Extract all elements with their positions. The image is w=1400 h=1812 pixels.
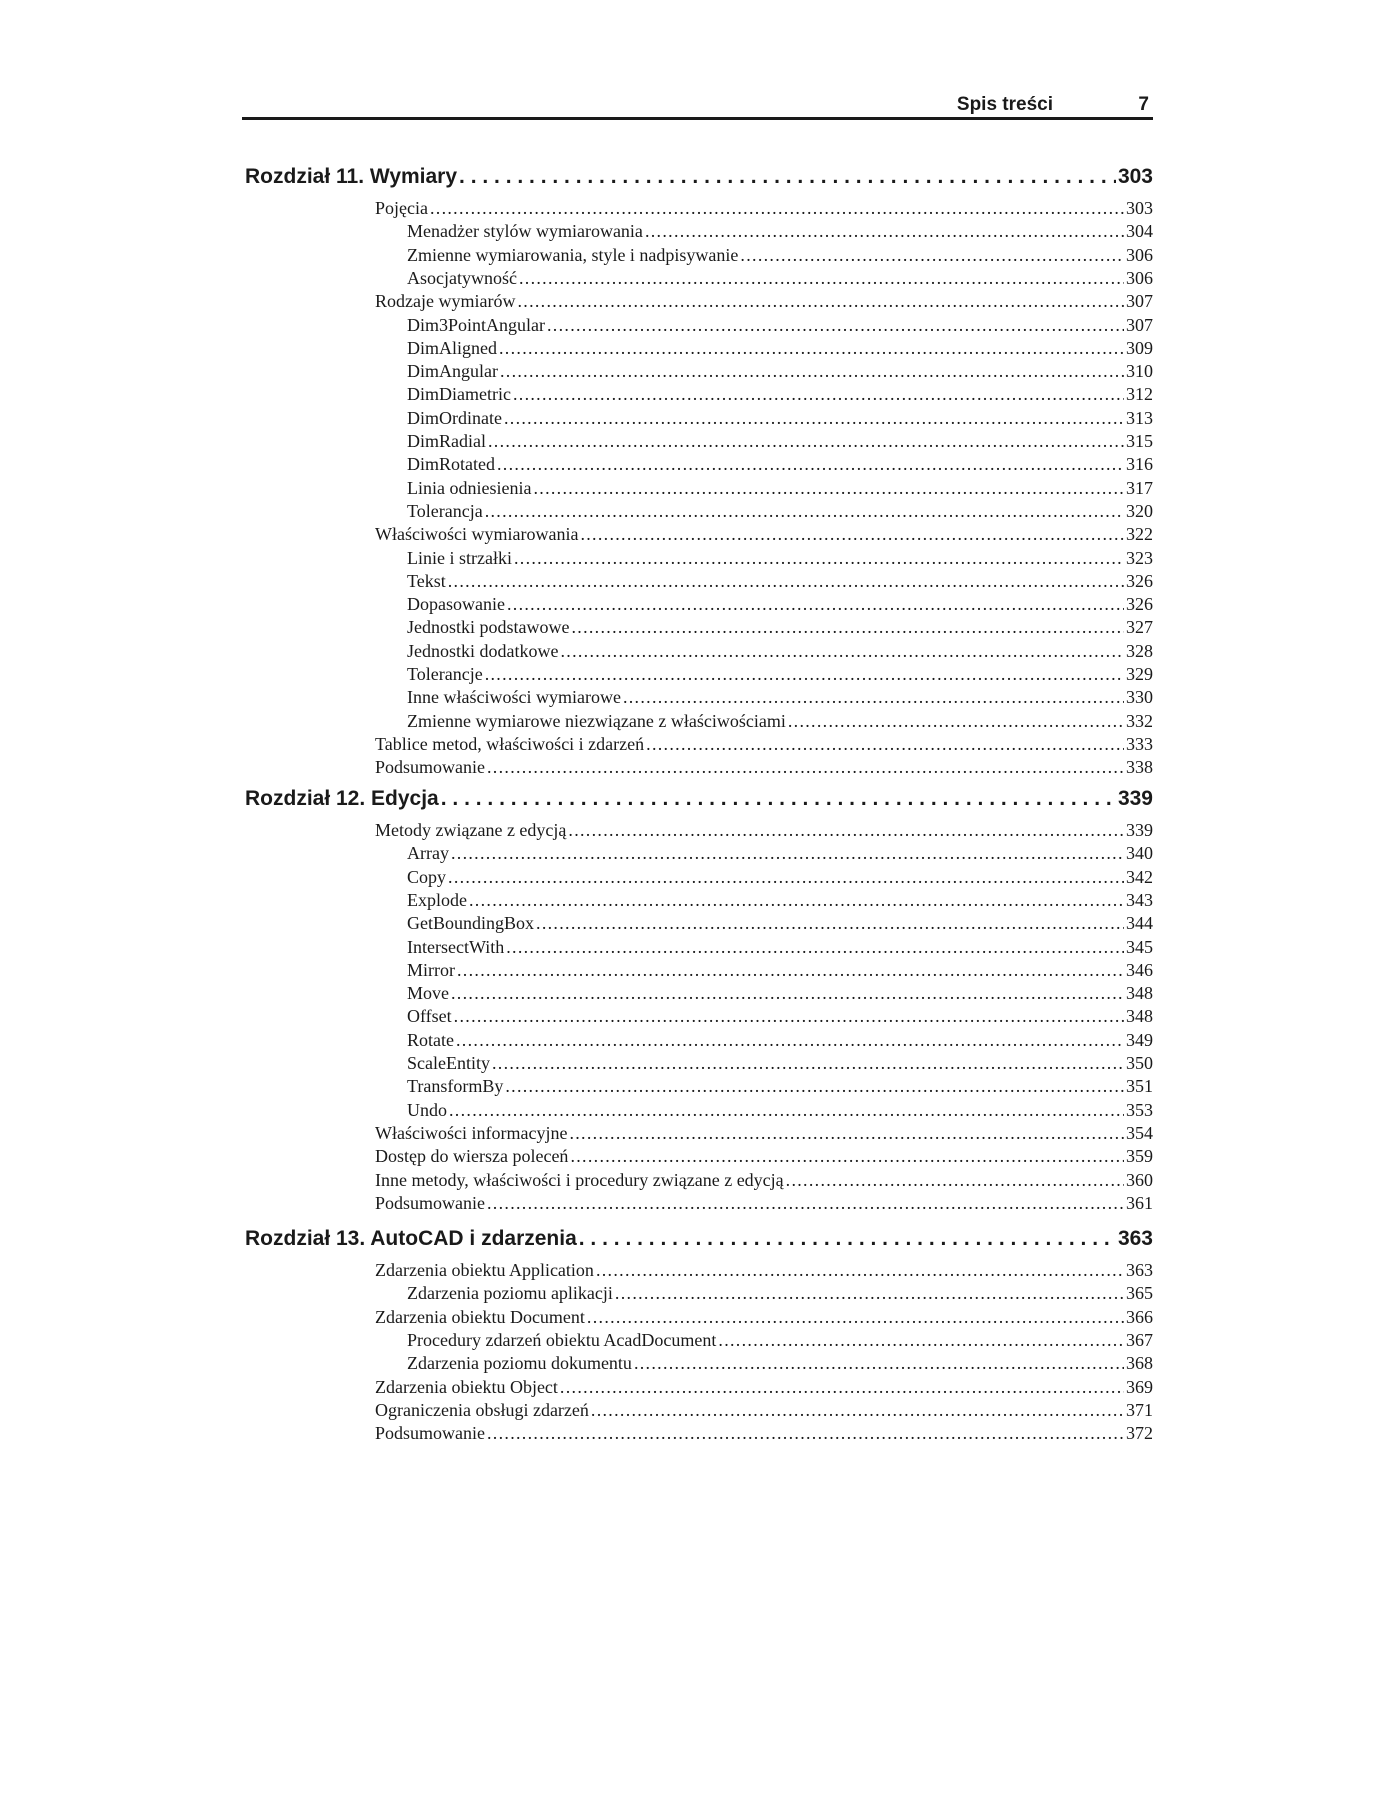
toc-section: [375, 819, 1153, 842]
dot-leader: [441, 784, 1116, 814]
dot-leader: [507, 593, 1124, 616]
toc-subsection-page-number: 323: [1126, 547, 1153, 568]
toc-subsection-page-number: 317: [1126, 477, 1153, 498]
toc-subsection: [407, 1005, 1153, 1028]
toc-subsection-label: ScaleEntity: [407, 1053, 490, 1073]
toc-subsection-page-number: 365: [1126, 1283, 1153, 1304]
chapter-heading-label: Rozdział 12. Edycja: [245, 787, 439, 810]
dot-leader: [569, 1122, 1124, 1145]
toc-subsection: [407, 407, 1153, 430]
toc-section-page-number: 369: [1126, 1376, 1153, 1397]
toc-subsection: [407, 1329, 1153, 1352]
toc-subsection-page-number: 345: [1126, 936, 1153, 957]
dot-leader: [513, 383, 1124, 406]
toc-subsection-label: TransformBy: [407, 1076, 504, 1097]
toc-subsection-page-number: 329: [1126, 664, 1153, 684]
dot-leader: [580, 523, 1124, 546]
chapter-heading-label: Rozdział 11. Wymiary: [245, 165, 458, 188]
dot-leader: [469, 889, 1124, 912]
toc-subsection-label: Procedury zdarzeń obiektu AcadDocument: [407, 1329, 717, 1350]
toc-subsection: [407, 570, 1153, 593]
toc-subsection-label: DimRotated: [407, 454, 495, 475]
dot-leader: [459, 162, 1116, 192]
toc-section-label: Zdarzenia obiektu Application: [375, 1260, 594, 1280]
header-rule: [242, 117, 1153, 120]
toc-subsection-page-number: 343: [1126, 889, 1153, 910]
chapter-heading-page-number: 363: [1117, 1227, 1153, 1250]
toc-subsection: [407, 477, 1153, 500]
toc-section-page-number: 372: [1126, 1423, 1153, 1444]
toc-subsection-label: DimRadial: [407, 431, 486, 451]
toc-section-label: Metody związane z edycją: [375, 820, 567, 840]
toc-section-page-number: 371: [1126, 1399, 1153, 1420]
dot-leader: [570, 1145, 1124, 1168]
dot-leader: [596, 1259, 1124, 1282]
toc-section: [375, 523, 1153, 546]
toc-subsection-page-number: 353: [1126, 1099, 1153, 1120]
toc-subsection-page-number: 348: [1126, 1006, 1153, 1027]
toc-subsection: [407, 1099, 1153, 1122]
dot-leader: [591, 1399, 1124, 1422]
toc-subsection: [407, 889, 1153, 912]
toc-subsection-label: Linie i strzałki: [407, 547, 512, 568]
toc-section-page-number: 359: [1126, 1146, 1153, 1167]
toc-subsection-page-number: 327: [1126, 617, 1153, 638]
toc-subsection-page-number: 309: [1126, 337, 1153, 358]
toc-subsection-label: Dim3PointAngular: [407, 314, 545, 335]
dot-leader: [499, 337, 1124, 360]
toc-section: [375, 1192, 1153, 1215]
toc-subsection: [407, 267, 1153, 290]
toc-section-label: Rodzaje wymiarów: [375, 291, 516, 312]
toc-section-label: Podsumowanie: [375, 757, 485, 778]
toc-subsection: [407, 383, 1153, 406]
dot-leader: [718, 1329, 1124, 1352]
toc-subsection: [407, 500, 1153, 523]
toc-subsection: [407, 616, 1153, 639]
toc-section-page-number: 366: [1126, 1306, 1153, 1327]
dot-leader: [485, 663, 1124, 686]
dot-leader: [634, 1352, 1124, 1375]
dot-leader: [517, 290, 1124, 313]
toc-subsection-page-number: 368: [1126, 1353, 1153, 1374]
dot-leader: [497, 453, 1124, 476]
dot-leader: [547, 314, 1124, 337]
dot-leader: [451, 842, 1124, 865]
toc-subsection: [407, 936, 1153, 959]
toc-subsection-page-number: 330: [1126, 687, 1153, 708]
toc-subsection-page-number: 342: [1126, 866, 1153, 887]
toc-subsection: [407, 337, 1153, 360]
dot-leader: [488, 430, 1124, 453]
toc-subsection-label: Menadżer stylów wymiarowania: [407, 221, 643, 242]
toc-section-page-number: 303: [1126, 198, 1153, 218]
dot-leader: [587, 1306, 1124, 1329]
toc-subsection-page-number: 313: [1126, 407, 1153, 428]
toc-subsection: [407, 1052, 1153, 1075]
toc-section: [375, 197, 1153, 220]
toc-subsection-page-number: 307: [1126, 314, 1153, 335]
chapter-heading: [245, 1224, 1153, 1254]
dot-leader: [485, 500, 1124, 523]
toc-subsection-page-number: 326: [1126, 594, 1153, 615]
toc-subsection-label: Jednostki dodatkowe: [407, 640, 559, 661]
toc-subsection-label: Copy: [407, 866, 447, 887]
toc-subsection-label: Array: [407, 843, 449, 864]
toc-section-page-number: 361: [1126, 1192, 1153, 1213]
dot-leader: [646, 733, 1124, 756]
toc-subsection: [407, 1075, 1153, 1098]
toc-section-page-number: 354: [1126, 1122, 1153, 1143]
toc-subsection-page-number: 315: [1126, 431, 1153, 451]
chapter-heading-page-number: 303: [1117, 165, 1153, 188]
toc-section-label: Zdarzenia obiektu Document: [375, 1306, 585, 1327]
toc-subsection-page-number: 332: [1126, 710, 1153, 731]
toc-subsection: [407, 1282, 1153, 1305]
toc-subsection: [407, 244, 1153, 267]
dot-leader: [645, 220, 1124, 243]
dot-leader: [568, 819, 1124, 842]
toc-subsection-label: Zmienne wymiarowe niezwiązane z właściwościami: [407, 710, 786, 731]
toc-section-label: Ograniczenia obsługi zdarzeń: [375, 1399, 589, 1420]
toc-subsection: [407, 547, 1153, 570]
dot-leader: [740, 244, 1124, 267]
dot-leader: [519, 267, 1124, 290]
toc-section: [375, 1122, 1153, 1145]
dot-leader: [448, 866, 1124, 889]
toc-subsection-label: Zmienne wymiarowania, style i nadpisywanie: [407, 244, 739, 265]
toc-subsection: [407, 360, 1153, 383]
dot-leader: [505, 1075, 1124, 1098]
toc-section: [375, 1259, 1153, 1282]
toc-subsection-label: Mirror: [407, 959, 455, 980]
dot-leader: [579, 1224, 1116, 1254]
dot-leader: [454, 1005, 1124, 1028]
chapter-heading-page-number: 339: [1117, 787, 1153, 810]
toc-subsection-label: Tolerancje: [407, 664, 483, 684]
toc-section-label: Tablice metod, właściwości i zdarzeń: [375, 733, 645, 754]
toc-subsection-label: DimAngular: [407, 361, 498, 382]
dot-leader: [514, 547, 1124, 570]
toc-subsection-label: Zdarzenia poziomu aplikacji: [407, 1283, 613, 1304]
toc-subsection-label: Tolerancja: [407, 500, 483, 521]
toc-subsection-label: Dopasowanie: [407, 594, 505, 615]
toc-subsection: [407, 686, 1153, 709]
toc-subsection-label: Asocjatywność: [407, 267, 517, 288]
toc-section: [375, 1399, 1153, 1422]
toc-section-label: Podsumowanie: [375, 1192, 485, 1213]
dot-leader: [623, 686, 1124, 709]
toc-section: [375, 1376, 1153, 1399]
toc-subsection: [407, 640, 1153, 663]
toc-subsection-label: Linia odniesienia: [407, 477, 532, 498]
toc-subsection-page-number: 350: [1126, 1053, 1153, 1073]
dot-leader: [560, 1376, 1124, 1399]
toc-section-page-number: 339: [1126, 820, 1153, 840]
toc-section-label: Właściwości informacyjne: [375, 1122, 568, 1143]
toc-subsection-page-number: 349: [1126, 1029, 1153, 1050]
chapter-heading: [245, 162, 1153, 192]
toc-subsection-label: DimOrdinate: [407, 407, 502, 428]
toc-subsection-page-number: 306: [1126, 244, 1153, 265]
toc-subsection-page-number: 320: [1126, 500, 1153, 521]
toc-section: [375, 1306, 1153, 1329]
toc-subsection: [407, 593, 1153, 616]
toc-section-label: Dostęp do wiersza poleceń: [375, 1146, 569, 1167]
toc-subsection: [407, 314, 1153, 337]
dot-leader: [448, 570, 1124, 593]
toc-subsection: [407, 1352, 1153, 1375]
toc-subsection-label: IntersectWith: [407, 936, 505, 957]
toc-subsection-page-number: 344: [1126, 913, 1153, 934]
dot-leader: [487, 1192, 1124, 1215]
toc-subsection-label: GetBoundingBox: [407, 913, 535, 934]
toc-subsection: [407, 453, 1153, 476]
toc-section-label: Właściwości wymiarowania: [375, 524, 579, 545]
toc-subsection: [407, 710, 1153, 733]
toc-subsection-page-number: 340: [1126, 843, 1153, 864]
running-header-title: Spis treści: [956, 94, 1053, 115]
dot-leader: [560, 640, 1124, 663]
toc-subsection-page-number: 326: [1126, 570, 1153, 591]
toc-subsection-page-number: 348: [1126, 983, 1153, 1004]
toc-subsection: [407, 842, 1153, 865]
toc-subsection-label: Undo: [407, 1099, 447, 1120]
dot-leader: [506, 936, 1124, 959]
dot-leader: [786, 1169, 1124, 1192]
toc-subsection: [407, 1029, 1153, 1052]
toc-subsection-label: Explode: [407, 889, 467, 910]
toc-section: [375, 1422, 1153, 1445]
toc-section-page-number: 333: [1126, 733, 1153, 754]
toc-subsection-page-number: 312: [1126, 384, 1153, 405]
toc-subsection-label: Zdarzenia poziomu dokumentu: [407, 1353, 632, 1374]
toc-section-page-number: 363: [1126, 1260, 1153, 1280]
toc-subsection-page-number: 306: [1126, 267, 1153, 288]
toc-subsection: [407, 912, 1153, 935]
toc-subsection: [407, 982, 1153, 1005]
toc-section-label: Podsumowanie: [375, 1423, 485, 1444]
toc-subsection-page-number: 304: [1126, 221, 1153, 242]
toc-section-label: Zdarzenia obiektu Object: [375, 1376, 558, 1397]
toc-section-label: Inne metody, właściwości i procedury związane z edycją: [375, 1169, 784, 1190]
toc-section: [375, 290, 1153, 313]
toc-subsection: [407, 220, 1153, 243]
toc-subsection-label: Tekst: [407, 570, 446, 591]
dot-leader: [457, 959, 1124, 982]
dot-leader: [571, 616, 1124, 639]
toc-subsection: [407, 430, 1153, 453]
chapter-heading: [245, 784, 1153, 814]
toc-section: [375, 1145, 1153, 1168]
dot-leader: [536, 912, 1124, 935]
toc-subsection-page-number: 346: [1126, 959, 1153, 980]
toc-subsection: [407, 663, 1153, 686]
toc-section: [375, 733, 1153, 756]
toc-section-page-number: 360: [1126, 1169, 1153, 1190]
toc-subsection-label: Inne właściwości wymiarowe: [407, 687, 621, 708]
toc-subsection-page-number: 310: [1126, 361, 1153, 382]
toc-section-page-number: 322: [1126, 524, 1153, 545]
toc-subsection-page-number: 328: [1126, 640, 1153, 661]
dot-leader: [430, 197, 1124, 220]
dot-leader: [451, 982, 1124, 1005]
dot-leader: [533, 477, 1124, 500]
toc-section-page-number: 307: [1126, 291, 1153, 312]
toc-subsection-label: Rotate: [407, 1029, 454, 1050]
running-header-page-number: 7: [1138, 94, 1149, 115]
toc-section-label: Pojęcia: [375, 198, 428, 218]
dot-leader: [456, 1029, 1124, 1052]
toc-subsection: [407, 866, 1153, 889]
toc-subsection: [407, 959, 1153, 982]
toc-subsection-label: Move: [407, 983, 449, 1004]
toc-subsection-page-number: 367: [1126, 1329, 1153, 1350]
toc-subsection-page-number: 351: [1126, 1076, 1153, 1097]
dot-leader: [500, 360, 1124, 383]
toc-section: [375, 756, 1153, 779]
toc-subsection-label: DimDiametric: [407, 384, 511, 405]
running-header: [242, 86, 1153, 120]
dot-leader: [492, 1052, 1124, 1075]
toc-section: [375, 1169, 1153, 1192]
toc-subsection-page-number: 316: [1126, 454, 1153, 475]
dot-leader: [615, 1282, 1124, 1305]
dot-leader: [487, 1422, 1124, 1445]
toc-section-page-number: 338: [1126, 757, 1153, 778]
toc-subsection-label: Offset: [407, 1006, 452, 1027]
dot-leader: [504, 407, 1124, 430]
dot-leader: [449, 1099, 1124, 1122]
dot-leader: [788, 710, 1124, 733]
toc-subsection-label: DimAligned: [407, 337, 497, 358]
toc-subsection-label: Jednostki podstawowe: [407, 617, 570, 638]
dot-leader: [487, 756, 1124, 779]
chapter-heading-label: Rozdział 13. AutoCAD i zdarzenia: [245, 1227, 577, 1250]
